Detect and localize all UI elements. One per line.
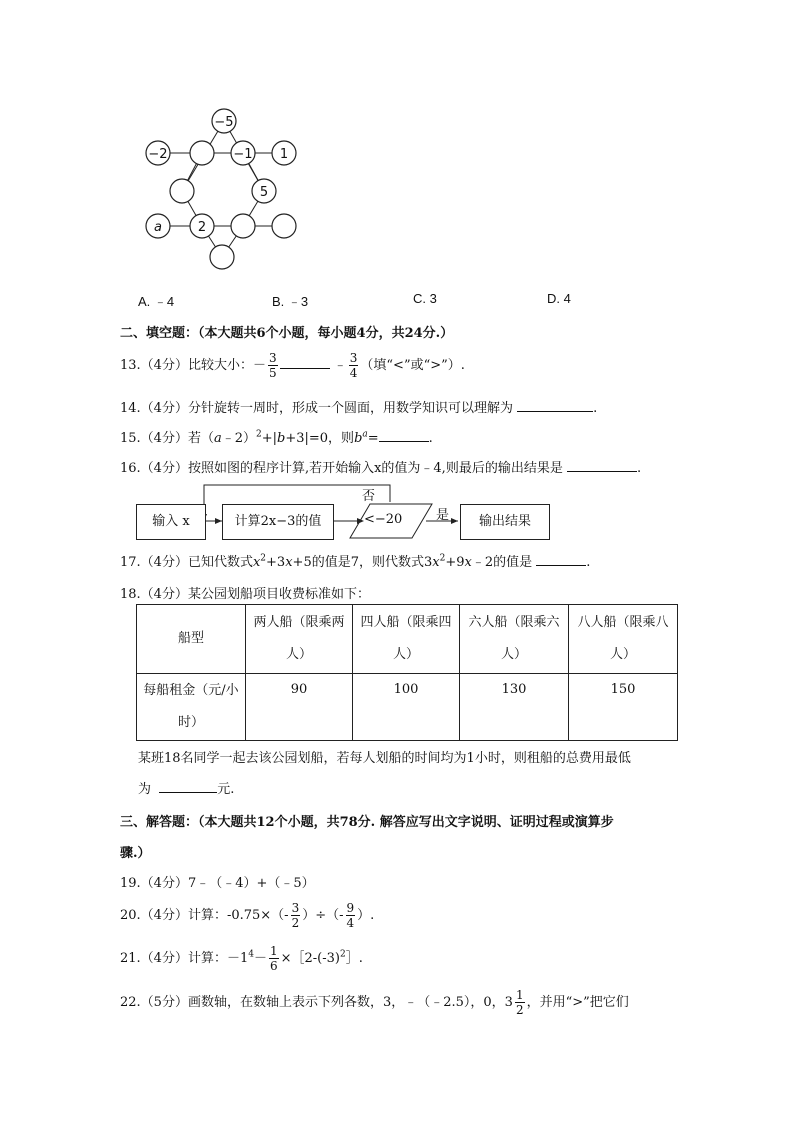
star-figure bbox=[140, 105, 305, 275]
question-18-continued: 某班18名同学一起去该公园划船，若每人划船的时间均为1小时，则租船的总费用最低 bbox=[138, 751, 631, 766]
table-header-cell: 八人船（限乘八 人） bbox=[569, 605, 678, 674]
flow-compute-box: 计算2x−3的值 bbox=[222, 504, 334, 540]
section-3-title: 三、解答题：（本大题共12个小题，共78分. 解答应写出文字说明、证明过程或演算步 bbox=[120, 815, 614, 830]
table-cell: 130 bbox=[460, 674, 569, 741]
table-cell: 90 bbox=[246, 674, 353, 741]
circle-mid-right-label: 5 bbox=[259, 185, 269, 200]
option-c: C. 3 bbox=[413, 291, 437, 306]
question-15: 15.（4分）若（a﹣2）$^2$+|b+3|=0，则$b^a=$ . bbox=[120, 429, 433, 446]
option-d: D. 4 bbox=[547, 291, 571, 306]
table-cell: 100 bbox=[353, 674, 460, 741]
table-header-cell: 两人船（限乘两 人） bbox=[246, 605, 353, 674]
fee-table bbox=[136, 604, 678, 741]
circle-right-inner-label: −1 bbox=[233, 147, 253, 162]
question-14: 14.（4分）分针旋转一周时，形成一个圆面，用数学知识可以理解为 . bbox=[120, 401, 598, 416]
circle-mid-left bbox=[170, 179, 194, 203]
option-a: A. ﹣4 bbox=[138, 294, 175, 309]
question-22: 22.（5分）画数轴，在数轴上表示下列各数，3，﹣（﹣2.5），0，3 $\frac{1}{2}$ ，并用“>”把它们 bbox=[120, 988, 629, 1017]
flow-yes-label: 是 bbox=[436, 508, 450, 523]
section-2-title: 二、填空题：（本大题共6个小题，每小题4分，共24分.） bbox=[120, 326, 454, 341]
question-19: 19.（4分）7﹣（﹣4）+（﹣5） bbox=[120, 876, 315, 891]
flow-no-label: 否 bbox=[362, 489, 376, 504]
table-row bbox=[137, 605, 678, 674]
option-b: B. ﹣3 bbox=[272, 294, 309, 309]
question-17: 17.（4分）已知代数式$x^2+3x+5$的值是7，则代数式$3x^2+9x﹣2$的值是 . bbox=[120, 553, 591, 570]
section-3-title-continued: 骤.） bbox=[120, 846, 151, 861]
circle-bottom-right-inner bbox=[231, 214, 255, 238]
question-18: 18.（4分）某公园划船项目收费标准如下： bbox=[120, 587, 370, 602]
flow-compare-label: <−20 bbox=[364, 512, 403, 527]
question-13: 13.（4分）比较大小：－ $\frac{3}{5}$ ﹣ $\frac{3}{4}$ （填“<”或“>”）. bbox=[120, 351, 465, 380]
circle-left-inner bbox=[190, 141, 214, 165]
circle-bottom-left-outer-label: a bbox=[154, 220, 162, 235]
circle-bottom-right-outer bbox=[272, 214, 296, 238]
circle-bottom-left-inner-label: 2 bbox=[197, 220, 207, 235]
question-20: 20.（4分）计算：-0.75×（- $\frac{3}{2}$ ）÷（- $\frac{9}{4}$ ）. bbox=[120, 901, 375, 930]
table-row-label: 每船租金（元/小 时） bbox=[137, 674, 246, 741]
circle-right-outer-label: 1 bbox=[279, 147, 289, 162]
table-header-cell: 六人船（限乘六 人） bbox=[460, 605, 569, 674]
circle-top-label: −5 bbox=[214, 115, 234, 130]
circle-bottom bbox=[210, 245, 234, 269]
table-row bbox=[137, 674, 678, 741]
table-header-cell: 四人船（限乘四 人） bbox=[353, 605, 460, 674]
table-cell: 150 bbox=[569, 674, 678, 741]
table-header-cell: 船型 bbox=[137, 605, 246, 674]
question-16: 16.（4分）按照如图的程序计算,若开始输入x的值为﹣4,则最后的输出结果是 . bbox=[120, 461, 642, 476]
circle-left-outer-label: −2 bbox=[148, 147, 168, 162]
flow-output-box: 输出结果 bbox=[460, 504, 550, 540]
flow-input-box: 输入 x bbox=[136, 504, 206, 540]
question-18-answer-line: 为 元. bbox=[138, 782, 235, 797]
question-21: 21.（4分）计算：$-1^4-$ $\frac{1}{6}$ $\times[2-(-3)^2]$. bbox=[120, 944, 363, 973]
